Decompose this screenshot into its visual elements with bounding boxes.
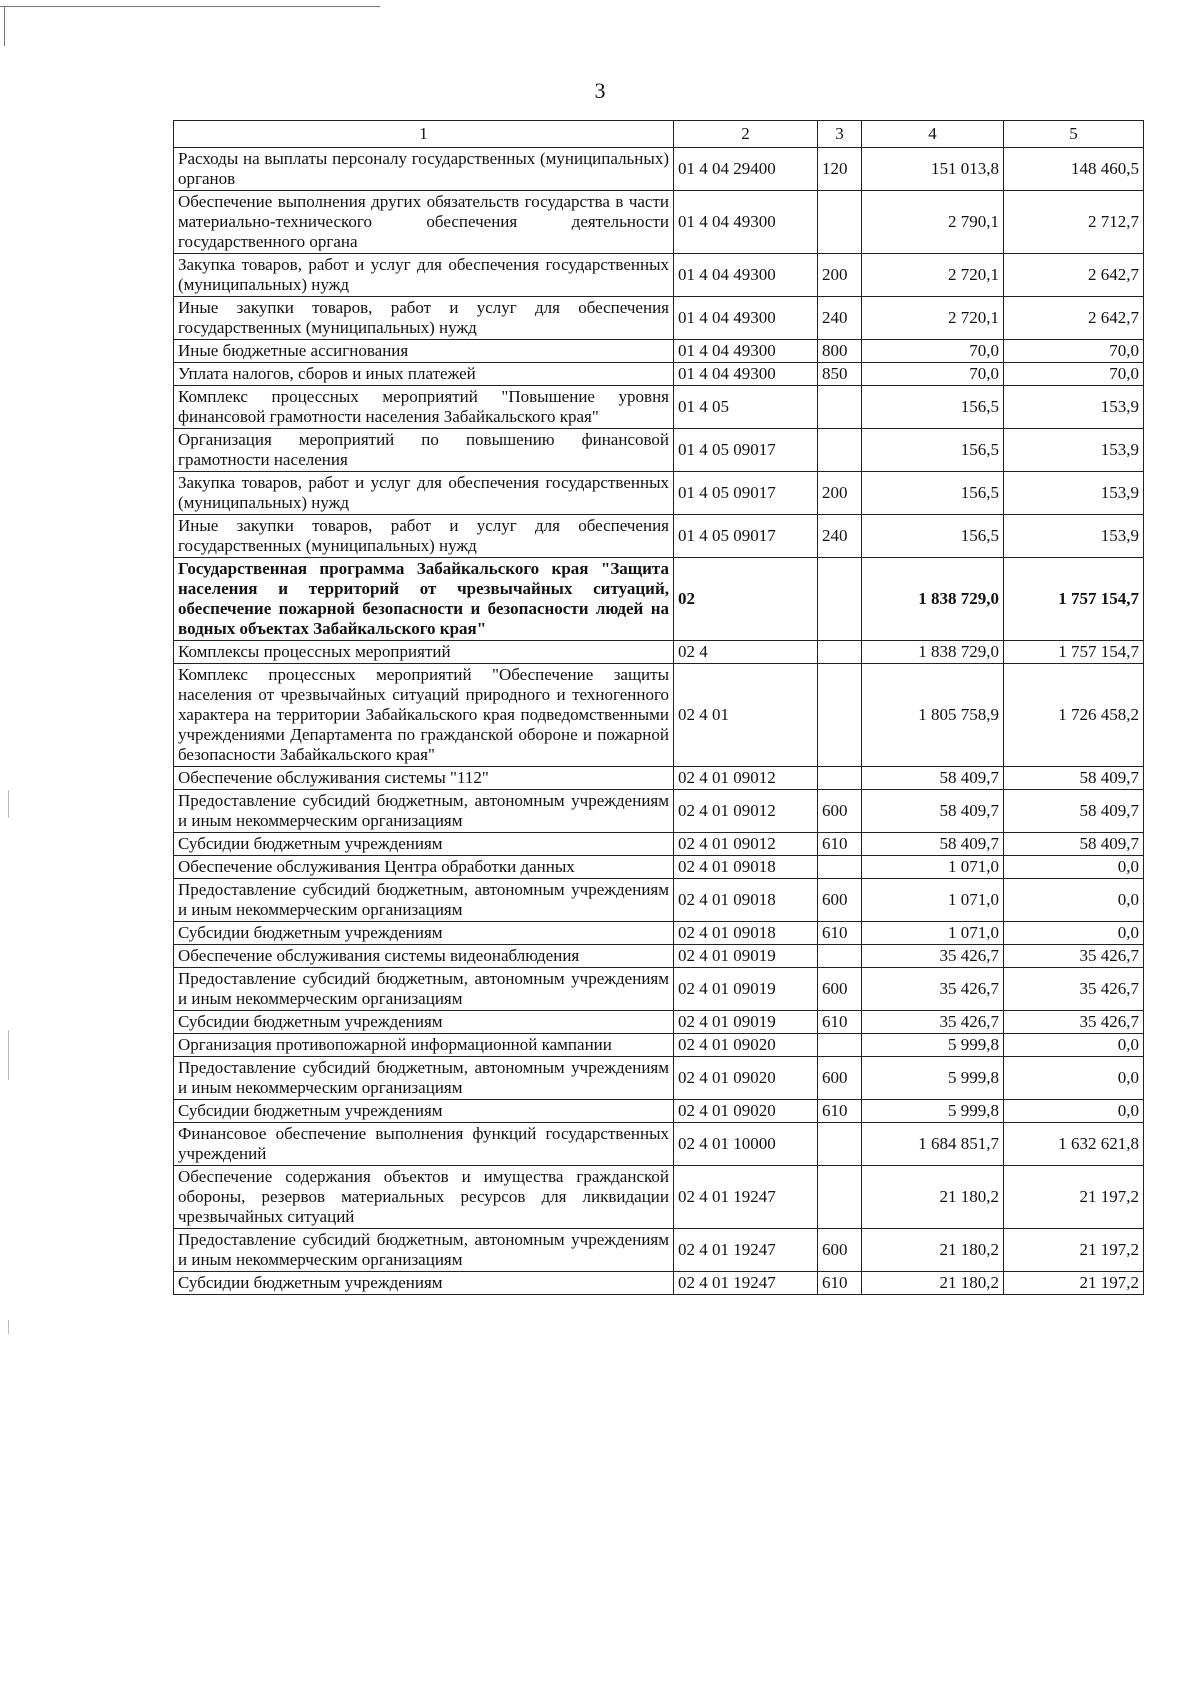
row-name-cell: Обеспечение обслуживания системы видеонаблюдения bbox=[174, 945, 674, 968]
row-name-cell: Государственная программа Забайкальского края "Защита населения и территорий от чрезвычайных ситуаций, обеспечение пожарной безопасности и безопасности людей на водных объектах Забайкальского края" bbox=[174, 558, 674, 641]
row-name-cell: Закупка товаров, работ и услуг для обеспечения государственных (муниципальных) нужд bbox=[174, 472, 674, 515]
row-type-cell bbox=[818, 945, 862, 968]
row-value-col4-cell: 35 426,7 bbox=[862, 1011, 1004, 1034]
row-name-cell: Уплата налогов, сборов и иных платежей bbox=[174, 363, 674, 386]
table-row bbox=[174, 472, 1144, 515]
row-value-col5-cell: 58 409,7 bbox=[1004, 790, 1144, 833]
row-code-cell: 02 4 01 09020 bbox=[674, 1100, 818, 1123]
row-value-col4-cell: 2 720,1 bbox=[862, 254, 1004, 297]
row-value-col5-cell: 58 409,7 bbox=[1004, 833, 1144, 856]
row-value-col4-cell: 156,5 bbox=[862, 472, 1004, 515]
row-value-col4-cell: 1 838 729,0 bbox=[862, 641, 1004, 664]
row-code-cell: 01 4 05 09017 bbox=[674, 429, 818, 472]
header-col-3: 3 bbox=[818, 121, 862, 148]
row-value-col5-cell: 153,9 bbox=[1004, 472, 1144, 515]
row-name-cell: Финансовое обеспечение выполнения функций государственных учреждений bbox=[174, 1123, 674, 1166]
row-value-col5-cell: 0,0 bbox=[1004, 1057, 1144, 1100]
table-row bbox=[174, 945, 1144, 968]
table-row bbox=[174, 1100, 1144, 1123]
row-code-cell: 02 4 01 10000 bbox=[674, 1123, 818, 1166]
table-body bbox=[174, 148, 1144, 1295]
row-name-cell: Обеспечение обслуживания системы "112" bbox=[174, 767, 674, 790]
row-type-cell: 600 bbox=[818, 968, 862, 1011]
row-value-col4-cell: 5 999,8 bbox=[862, 1100, 1004, 1123]
row-code-cell: 02 bbox=[674, 558, 818, 641]
row-value-col5-cell: 1 632 621,8 bbox=[1004, 1123, 1144, 1166]
table-header-row bbox=[174, 121, 1144, 148]
table-row bbox=[174, 363, 1144, 386]
row-value-col4-cell: 58 409,7 bbox=[862, 790, 1004, 833]
table-row bbox=[174, 1123, 1144, 1166]
table-row bbox=[174, 879, 1144, 922]
table-row bbox=[174, 558, 1144, 641]
row-code-cell: 01 4 04 29400 bbox=[674, 148, 818, 191]
header-col-1: 1 bbox=[174, 121, 674, 148]
row-name-cell: Организация противопожарной информационной кампании bbox=[174, 1034, 674, 1057]
row-name-cell: Иные бюджетные ассигнования bbox=[174, 340, 674, 363]
table-row bbox=[174, 968, 1144, 1011]
row-name-cell: Комплексы процессных мероприятий bbox=[174, 641, 674, 664]
row-value-col5-cell: 2 642,7 bbox=[1004, 254, 1144, 297]
row-name-cell: Субсидии бюджетным учреждениям bbox=[174, 922, 674, 945]
row-type-cell: 610 bbox=[818, 1272, 862, 1295]
row-type-cell: 610 bbox=[818, 922, 862, 945]
row-value-col4-cell: 1 071,0 bbox=[862, 922, 1004, 945]
row-value-col5-cell: 35 426,7 bbox=[1004, 1011, 1144, 1034]
row-type-cell bbox=[818, 664, 862, 767]
row-name-cell: Закупка товаров, работ и услуг для обеспечения государственных (муниципальных) нужд bbox=[174, 254, 674, 297]
table-row bbox=[174, 1057, 1144, 1100]
table-row bbox=[174, 767, 1144, 790]
table-row bbox=[174, 297, 1144, 340]
table-row bbox=[174, 922, 1144, 945]
row-code-cell: 02 4 01 09018 bbox=[674, 879, 818, 922]
scan-artifact-mark bbox=[8, 1320, 9, 1334]
row-type-cell bbox=[818, 641, 862, 664]
row-name-cell: Предоставление субсидий бюджетным, автономным учреждениям и иным некоммерческим организациям bbox=[174, 968, 674, 1011]
row-value-col5-cell: 153,9 bbox=[1004, 515, 1144, 558]
row-type-cell bbox=[818, 1123, 862, 1166]
row-code-cell: 01 4 04 49300 bbox=[674, 254, 818, 297]
row-code-cell: 01 4 05 09017 bbox=[674, 515, 818, 558]
table-row bbox=[174, 856, 1144, 879]
row-value-col5-cell: 2 642,7 bbox=[1004, 297, 1144, 340]
row-code-cell: 01 4 04 49300 bbox=[674, 297, 818, 340]
page-number: 3 bbox=[594, 78, 606, 103]
scan-artifact-left-line bbox=[4, 6, 5, 46]
row-type-cell bbox=[818, 1166, 862, 1229]
row-type-cell: 610 bbox=[818, 1100, 862, 1123]
row-value-col5-cell: 58 409,7 bbox=[1004, 767, 1144, 790]
table-row bbox=[174, 833, 1144, 856]
row-value-col4-cell: 35 426,7 bbox=[862, 945, 1004, 968]
row-value-col4-cell: 1 805 758,9 bbox=[862, 664, 1004, 767]
row-name-cell: Субсидии бюджетным учреждениям bbox=[174, 1272, 674, 1295]
row-value-col4-cell: 156,5 bbox=[862, 429, 1004, 472]
row-code-cell: 01 4 04 49300 bbox=[674, 340, 818, 363]
row-code-cell: 02 4 01 09012 bbox=[674, 790, 818, 833]
row-type-cell: 850 bbox=[818, 363, 862, 386]
row-value-col4-cell: 1 838 729,0 bbox=[862, 558, 1004, 641]
row-code-cell: 02 4 01 09018 bbox=[674, 856, 818, 879]
table-row bbox=[174, 148, 1144, 191]
header-col-5: 5 bbox=[1004, 121, 1144, 148]
row-code-cell: 02 4 01 09019 bbox=[674, 968, 818, 1011]
table-row bbox=[174, 790, 1144, 833]
row-value-col5-cell: 21 197,2 bbox=[1004, 1229, 1144, 1272]
row-value-col5-cell: 2 712,7 bbox=[1004, 191, 1144, 254]
row-value-col5-cell: 21 197,2 bbox=[1004, 1272, 1144, 1295]
row-code-cell: 02 4 01 19247 bbox=[674, 1229, 818, 1272]
row-name-cell: Иные закупки товаров, работ и услуг для обеспечения государственных (муниципальных) нужд bbox=[174, 515, 674, 558]
row-type-cell: 200 bbox=[818, 472, 862, 515]
row-value-col4-cell: 70,0 bbox=[862, 363, 1004, 386]
row-name-cell: Комплекс процессных мероприятий "Обеспечение защиты населения от чрезвычайных ситуаций природного и техногенного характера на территории Забайкальского края подведомственными учреждениями Департамента по гражданской обороне и пожарной безопасности Забайкальского края" bbox=[174, 664, 674, 767]
header-col-2: 2 bbox=[674, 121, 818, 148]
row-value-col4-cell: 58 409,7 bbox=[862, 833, 1004, 856]
row-value-col5-cell: 0,0 bbox=[1004, 879, 1144, 922]
row-name-cell: Предоставление субсидий бюджетным, автономным учреждениям и иным некоммерческим организациям bbox=[174, 1229, 674, 1272]
row-code-cell: 02 4 bbox=[674, 641, 818, 664]
table-row bbox=[174, 515, 1144, 558]
table-row bbox=[174, 1166, 1144, 1229]
row-code-cell: 01 4 04 49300 bbox=[674, 191, 818, 254]
row-value-col4-cell: 58 409,7 bbox=[862, 767, 1004, 790]
row-type-cell bbox=[818, 767, 862, 790]
row-code-cell: 02 4 01 19247 bbox=[674, 1166, 818, 1229]
row-type-cell: 600 bbox=[818, 790, 862, 833]
header-col-4: 4 bbox=[862, 121, 1004, 148]
row-name-cell: Субсидии бюджетным учреждениям bbox=[174, 1011, 674, 1034]
table-row bbox=[174, 429, 1144, 472]
row-name-cell: Предоставление субсидий бюджетным, автономным учреждениям и иным некоммерческим организациям bbox=[174, 790, 674, 833]
row-value-col4-cell: 2 720,1 bbox=[862, 297, 1004, 340]
scan-artifact-top-line bbox=[0, 6, 380, 7]
row-value-col4-cell: 1 071,0 bbox=[862, 856, 1004, 879]
budget-table bbox=[173, 120, 1144, 1295]
row-code-cell: 02 4 01 09020 bbox=[674, 1057, 818, 1100]
row-type-cell bbox=[818, 429, 862, 472]
scan-artifact-mark bbox=[8, 1030, 9, 1080]
row-value-col4-cell: 151 013,8 bbox=[862, 148, 1004, 191]
row-code-cell: 02 4 01 09019 bbox=[674, 945, 818, 968]
row-type-cell: 800 bbox=[818, 340, 862, 363]
row-code-cell: 01 4 04 49300 bbox=[674, 363, 818, 386]
row-value-col4-cell: 1 071,0 bbox=[862, 879, 1004, 922]
row-type-cell bbox=[818, 386, 862, 429]
row-value-col4-cell: 5 999,8 bbox=[862, 1057, 1004, 1100]
row-name-cell: Обеспечение выполнения других обязательств государства в части материально-технического обеспечения деятельности государственного органа bbox=[174, 191, 674, 254]
row-value-col4-cell: 2 790,1 bbox=[862, 191, 1004, 254]
row-value-col5-cell: 153,9 bbox=[1004, 386, 1144, 429]
row-value-col5-cell: 153,9 bbox=[1004, 429, 1144, 472]
row-type-cell: 600 bbox=[818, 879, 862, 922]
row-value-col4-cell: 5 999,8 bbox=[862, 1034, 1004, 1057]
table-row bbox=[174, 340, 1144, 363]
row-name-cell: Предоставление субсидий бюджетным, автономным учреждениям и иным некоммерческим организациям bbox=[174, 879, 674, 922]
row-code-cell: 02 4 01 09012 bbox=[674, 767, 818, 790]
row-value-col4-cell: 1 684 851,7 bbox=[862, 1123, 1004, 1166]
table-row bbox=[174, 1034, 1144, 1057]
table-row bbox=[174, 254, 1144, 297]
row-name-cell: Субсидии бюджетным учреждениям bbox=[174, 833, 674, 856]
row-code-cell: 01 4 05 bbox=[674, 386, 818, 429]
row-value-col5-cell: 0,0 bbox=[1004, 1034, 1144, 1057]
row-type-cell: 120 bbox=[818, 148, 862, 191]
row-value-col4-cell: 21 180,2 bbox=[862, 1229, 1004, 1272]
row-value-col4-cell: 156,5 bbox=[862, 515, 1004, 558]
row-value-col5-cell: 1 757 154,7 bbox=[1004, 641, 1144, 664]
row-value-col5-cell: 1 757 154,7 bbox=[1004, 558, 1144, 641]
row-name-cell: Организация мероприятий по повышению финансовой грамотности населения bbox=[174, 429, 674, 472]
row-code-cell: 02 4 01 09019 bbox=[674, 1011, 818, 1034]
row-value-col5-cell: 21 197,2 bbox=[1004, 1166, 1144, 1229]
row-value-col4-cell: 21 180,2 bbox=[862, 1272, 1004, 1295]
row-code-cell: 02 4 01 09018 bbox=[674, 922, 818, 945]
table-row bbox=[174, 1272, 1144, 1295]
table-row bbox=[174, 664, 1144, 767]
table-row bbox=[174, 1229, 1144, 1272]
row-type-cell: 600 bbox=[818, 1057, 862, 1100]
row-value-col4-cell: 70,0 bbox=[862, 340, 1004, 363]
row-code-cell: 02 4 01 19247 bbox=[674, 1272, 818, 1295]
row-value-col5-cell: 148 460,5 bbox=[1004, 148, 1144, 191]
row-code-cell: 02 4 01 09012 bbox=[674, 833, 818, 856]
row-value-col5-cell: 35 426,7 bbox=[1004, 968, 1144, 1011]
row-name-cell: Расходы на выплаты персоналу государственных (муниципальных) органов bbox=[174, 148, 674, 191]
scan-artifact-mark bbox=[8, 790, 9, 818]
row-code-cell: 01 4 05 09017 bbox=[674, 472, 818, 515]
table-row bbox=[174, 1011, 1144, 1034]
row-type-cell: 610 bbox=[818, 833, 862, 856]
row-type-cell bbox=[818, 191, 862, 254]
row-type-cell: 240 bbox=[818, 515, 862, 558]
row-type-cell: 200 bbox=[818, 254, 862, 297]
table-row bbox=[174, 641, 1144, 664]
row-name-cell: Предоставление субсидий бюджетным, автономным учреждениям и иным некоммерческим организациям bbox=[174, 1057, 674, 1100]
row-code-cell: 02 4 01 09020 bbox=[674, 1034, 818, 1057]
row-value-col4-cell: 21 180,2 bbox=[862, 1166, 1004, 1229]
row-value-col4-cell: 156,5 bbox=[862, 386, 1004, 429]
row-name-cell: Обеспечение содержания объектов и имущества гражданской обороны, резервов материальных ресурсов для ликвидации чрезвычайных ситуаций bbox=[174, 1166, 674, 1229]
row-value-col5-cell: 35 426,7 bbox=[1004, 945, 1144, 968]
row-value-col5-cell: 70,0 bbox=[1004, 340, 1144, 363]
row-type-cell bbox=[818, 1034, 862, 1057]
row-type-cell: 600 bbox=[818, 1229, 862, 1272]
row-value-col5-cell: 1 726 458,2 bbox=[1004, 664, 1144, 767]
row-name-cell: Иные закупки товаров, работ и услуг для обеспечения государственных (муниципальных) нужд bbox=[174, 297, 674, 340]
row-type-cell bbox=[818, 856, 862, 879]
row-value-col4-cell: 35 426,7 bbox=[862, 968, 1004, 1011]
row-code-cell: 02 4 01 bbox=[674, 664, 818, 767]
table-row bbox=[174, 191, 1144, 254]
row-value-col5-cell: 0,0 bbox=[1004, 922, 1144, 945]
row-value-col5-cell: 0,0 bbox=[1004, 856, 1144, 879]
row-value-col5-cell: 0,0 bbox=[1004, 1100, 1144, 1123]
table-row bbox=[174, 386, 1144, 429]
row-type-cell: 240 bbox=[818, 297, 862, 340]
row-name-cell: Обеспечение обслуживания Центра обработки данных bbox=[174, 856, 674, 879]
row-value-col5-cell: 70,0 bbox=[1004, 363, 1144, 386]
row-name-cell: Комплекс процессных мероприятий "Повышение уровня финансовой грамотности населения Забайкальского края" bbox=[174, 386, 674, 429]
row-type-cell: 610 bbox=[818, 1011, 862, 1034]
row-type-cell bbox=[818, 558, 862, 641]
row-name-cell: Субсидии бюджетным учреждениям bbox=[174, 1100, 674, 1123]
